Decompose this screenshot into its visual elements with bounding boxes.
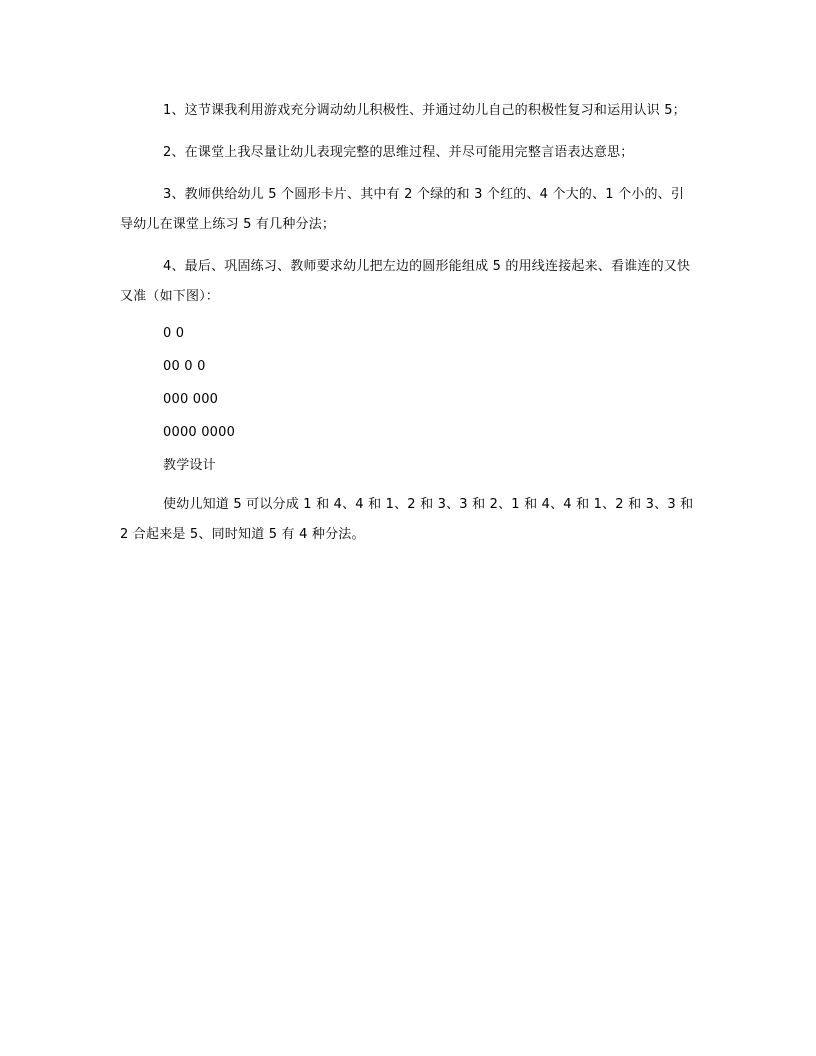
pattern-line-4: 0000 0000 bbox=[163, 425, 236, 440]
pattern-line-1: 0 0 bbox=[163, 326, 185, 341]
section-heading: 教学设计 bbox=[163, 458, 216, 473]
paragraph-1: 1、这节课我利用游戏充分调动幼儿积极性、并通过幼儿自己的积极性复习和运用认识 5； bbox=[163, 103, 686, 118]
document-body bbox=[120, 96, 696, 562]
pattern-line-2: 00 0 0 bbox=[163, 359, 206, 374]
paragraph-3: 3、教师供给幼儿 5 个圆形卡片、其中有 2 个绿的和 3 个红的、4 个大的、1 个小的、引导幼儿在课堂上练习 5 有几种分法； bbox=[120, 187, 685, 232]
paragraph-4: 4、最后、巩固练习、教师要求幼儿把左边的圆形能组成 5 的用线连接起来、看谁连的又快又准（如下图）： bbox=[120, 259, 691, 304]
pattern-line-3: 000 000 bbox=[163, 392, 219, 407]
paragraph-2: 2、在课堂上我尽量让幼儿表现完整的思维过程、并尽可能用完整言语表达意思； bbox=[163, 145, 634, 160]
closing-paragraph: 使幼儿知道 5 可以分成 1 和 4、4 和 1、2 和 3、3 和 2、1 和 4、4 和 1、2 和 3、3 和 2 合起来是 5、同时知道 5 有 4 种分法。 bbox=[120, 497, 694, 542]
